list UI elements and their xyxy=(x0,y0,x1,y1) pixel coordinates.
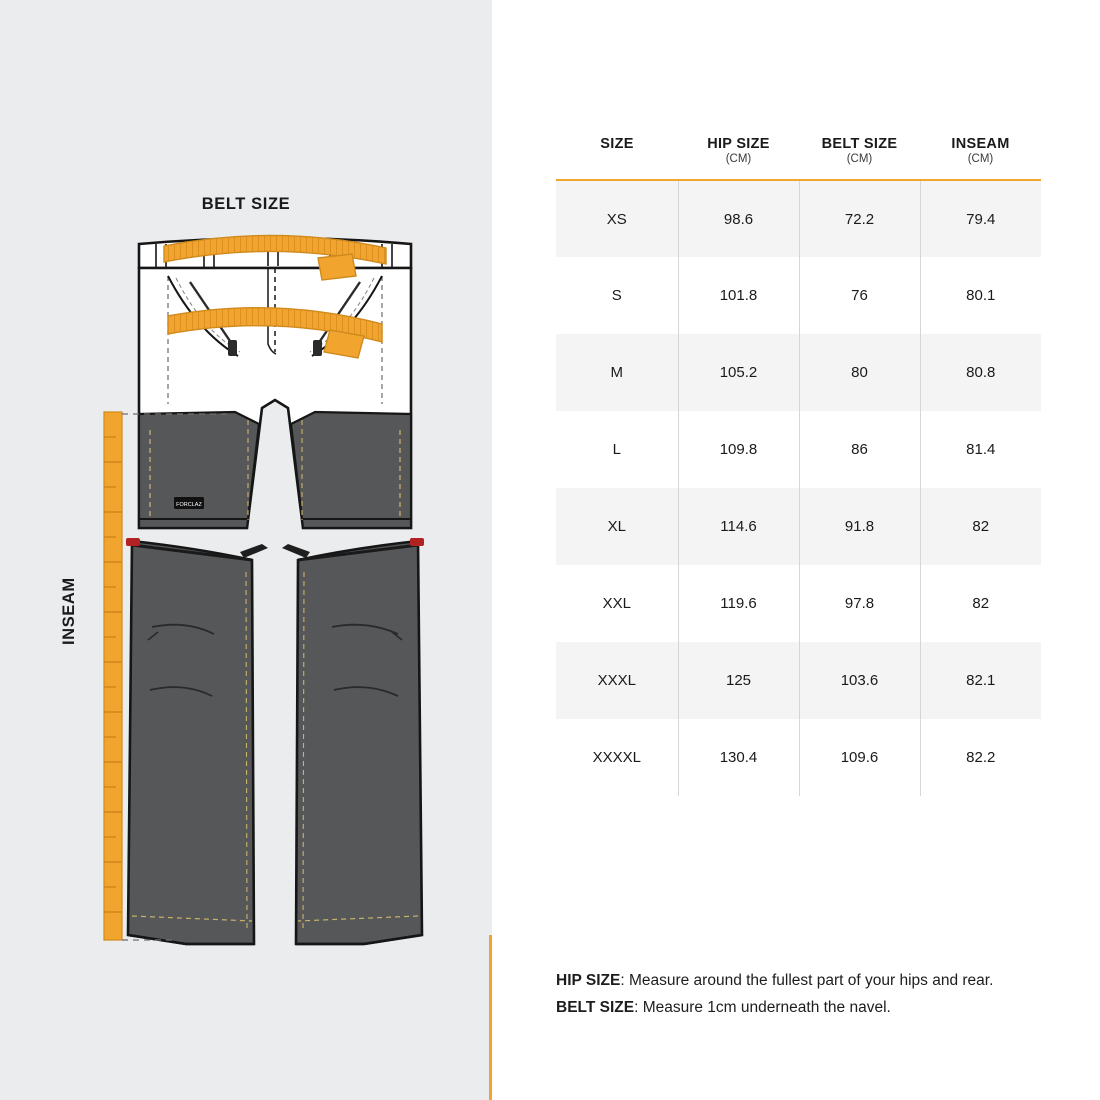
illustration-panel xyxy=(0,0,492,1100)
header-belt-size xyxy=(799,130,920,180)
cell-inseam: 82 xyxy=(920,565,1041,642)
cell-belt: 72.2 xyxy=(799,180,920,257)
cell-belt: 76 xyxy=(799,257,920,334)
cell-hip: 98.6 xyxy=(678,180,799,257)
cell-hip: 119.6 xyxy=(678,565,799,642)
header-inseam-unit: (CM) xyxy=(967,153,994,165)
cell-inseam: 82.2 xyxy=(920,719,1041,796)
table-row xyxy=(556,719,1041,796)
size-table-panel xyxy=(492,0,1100,1100)
cell-size: XXXL xyxy=(597,672,636,689)
header-hip-size-label: HIP SIZE xyxy=(707,136,770,152)
zip-off-legs xyxy=(126,538,424,944)
table-row xyxy=(556,334,1041,411)
header-inseam xyxy=(920,130,1041,180)
table-header-row xyxy=(556,130,1041,180)
cell-inseam: 79.4 xyxy=(920,180,1041,257)
note-hip-size-term: HIP SIZE xyxy=(556,972,621,989)
cell-hip: 114.6 xyxy=(678,488,799,565)
note-hip-size xyxy=(556,968,1076,995)
cell-inseam: 81.4 xyxy=(920,411,1041,488)
convertible-trousers-diagram xyxy=(0,0,492,1100)
cell-hip: 130.4 xyxy=(678,719,799,796)
cell-inseam: 82.1 xyxy=(920,642,1041,719)
note-belt-size-text: : Measure 1cm underneath the navel. xyxy=(634,998,891,1016)
header-hip-size xyxy=(678,130,799,180)
table-row xyxy=(556,642,1041,719)
pocket-brand-text: FORCLAZ xyxy=(176,502,202,508)
cell-size: L xyxy=(612,441,621,458)
note-hip-size-text: : Measure around the fullest part of your hips and rear. xyxy=(620,972,994,989)
cell-belt: 109.6 xyxy=(799,719,920,796)
cell-belt: 86 xyxy=(799,411,920,488)
cell-belt: 80 xyxy=(799,334,920,411)
table-row xyxy=(556,411,1041,488)
note-belt-size xyxy=(556,995,1076,1022)
cell-hip: 105.2 xyxy=(678,334,799,411)
inseam-label: INSEAM xyxy=(60,577,78,645)
table-row xyxy=(556,180,1041,257)
table-row xyxy=(556,565,1041,642)
header-inseam-label: INSEAM xyxy=(951,136,1010,152)
cell-belt: 103.6 xyxy=(799,642,920,719)
table-row xyxy=(556,488,1041,565)
cell-inseam: 80.1 xyxy=(920,257,1041,334)
cell-inseam: 82 xyxy=(920,488,1041,565)
shorts-upper-body xyxy=(139,238,411,528)
note-belt-size-term: BELT SIZE xyxy=(556,998,635,1016)
cell-inseam: 80.8 xyxy=(920,334,1041,411)
cell-size: XL xyxy=(607,518,626,535)
header-belt-size-unit: (CM) xyxy=(846,153,873,165)
cell-size: S xyxy=(611,287,622,304)
header-size xyxy=(556,130,678,180)
table-row xyxy=(556,257,1041,334)
cell-size: M xyxy=(610,364,623,381)
cell-belt: 97.8 xyxy=(799,565,920,642)
header-size-label: SIZE xyxy=(600,136,634,152)
cell-hip: 101.8 xyxy=(678,257,799,334)
cell-size: XS xyxy=(606,210,627,228)
cell-size: XXXXL xyxy=(592,749,641,766)
header-hip-size-unit: (CM) xyxy=(725,153,752,165)
cell-size: XXL xyxy=(602,595,631,612)
cell-belt: 91.8 xyxy=(799,488,920,565)
belt-size-label: BELT SIZE xyxy=(201,195,291,213)
size-table-wrap xyxy=(556,130,1041,796)
cell-hip: 125 xyxy=(678,642,799,719)
measurement-notes xyxy=(556,968,1076,1021)
header-belt-size-label: BELT SIZE xyxy=(821,136,898,152)
size-table xyxy=(556,130,1041,796)
cell-hip: 109.8 xyxy=(678,411,799,488)
